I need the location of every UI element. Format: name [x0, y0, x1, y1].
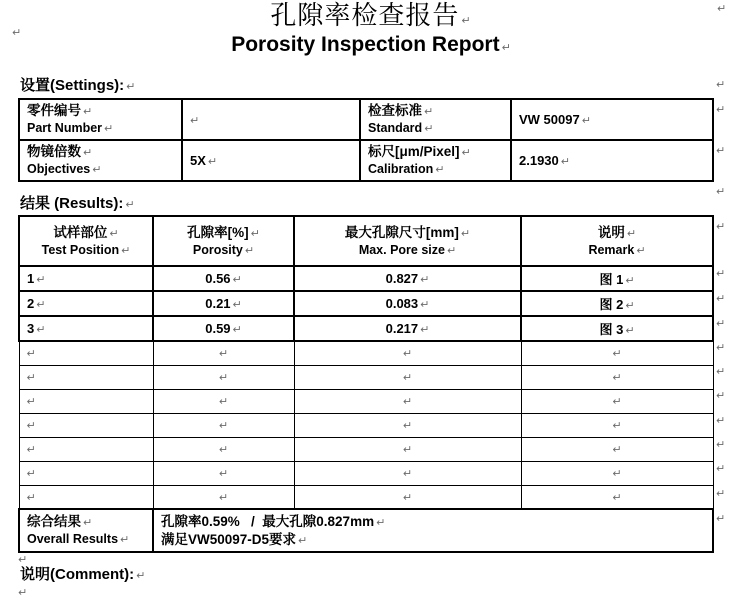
pilcrow-mark: ↵	[125, 198, 135, 211]
objectives-value-cell[interactable]	[182, 140, 360, 181]
pilcrow-mark: ↵	[120, 533, 130, 546]
empty-result-row	[19, 341, 713, 365]
empty-cell[interactable]	[19, 437, 153, 461]
pilcrow-mark: ↵	[250, 226, 260, 240]
empty-result-row	[19, 437, 713, 461]
pilcrow-mark: ↵	[126, 80, 136, 93]
objectives-value[interactable]: 5X ↵	[190, 153, 218, 168]
pilcrow-mark: ↵	[716, 317, 726, 330]
empty-cell[interactable]	[294, 461, 521, 485]
pilcrow-mark: ↵	[402, 395, 413, 408]
calibration-label-cell	[360, 140, 511, 181]
empty-cell[interactable]	[19, 341, 153, 365]
empty-cell[interactable]	[19, 485, 153, 509]
pilcrow-mark: ↵	[612, 395, 622, 408]
empty-cell[interactable]	[294, 365, 521, 389]
pilcrow-mark: ↵	[92, 163, 102, 176]
empty-cell[interactable]	[294, 413, 521, 437]
pilcrow-mark: ↵	[460, 226, 471, 240]
overall-results-value-cell[interactable]	[153, 509, 713, 552]
empty-cell[interactable]	[19, 389, 153, 413]
empty-result-row	[19, 461, 713, 485]
overall-results-row	[19, 509, 713, 552]
pilcrow-mark: ↵	[717, 2, 727, 15]
max-pore-value[interactable]: 0.827 ↵	[294, 266, 521, 291]
pilcrow-mark: ↵	[26, 443, 36, 456]
max-pore-value[interactable]: 0.083 ↵	[294, 291, 521, 316]
pilcrow-mark: ↵	[207, 155, 218, 168]
pilcrow-mark: ↵	[716, 487, 726, 500]
report-title-en-text: Porosity Inspection Report	[231, 33, 500, 56]
pilcrow-mark: ↵	[716, 438, 726, 451]
remark-value[interactable]: 图 3 ↵	[521, 316, 713, 341]
empty-cell[interactable]	[521, 413, 713, 437]
empty-cell[interactable]	[19, 365, 153, 389]
pilcrow-mark: ↵	[612, 443, 622, 456]
comment-heading-text: 说明(Comment):	[20, 566, 135, 583]
pilcrow-mark: ↵	[376, 515, 386, 529]
pilcrow-mark: ↵	[716, 414, 726, 427]
pilcrow-mark: ↵	[716, 292, 726, 305]
pilcrow-mark: ↵	[420, 273, 430, 286]
empty-cell[interactable]	[521, 341, 713, 365]
pilcrow-mark: ↵	[26, 467, 36, 480]
settings-heading-text: 设置(Settings):	[20, 77, 125, 94]
empty-cell[interactable]	[153, 389, 294, 413]
empty-cell[interactable]	[153, 365, 294, 389]
header-remark: 说明 ↵ Remark ↵	[521, 216, 713, 266]
empty-cell[interactable]	[294, 485, 521, 509]
report-title-cn-text: 孔隙率检查报告	[270, 1, 460, 31]
pilcrow-mark: ↵	[716, 341, 726, 354]
empty-cell[interactable]	[153, 461, 294, 485]
empty-cell[interactable]	[294, 389, 521, 413]
standard-label-en: Standard ↵	[368, 121, 434, 135]
max-pore-value[interactable]: 0.217 ↵	[294, 316, 521, 341]
empty-cell[interactable]	[153, 485, 294, 509]
pilcrow-mark: ↵	[420, 298, 430, 311]
pilcrow-mark: ↵	[625, 274, 635, 287]
pilcrow-mark: ↵	[83, 105, 93, 118]
part-number-value-cell[interactable]	[182, 99, 360, 140]
pilcrow-mark: ↵	[612, 467, 622, 480]
pilcrow-mark: ↵	[26, 347, 36, 361]
calibration-value-cell[interactable]	[511, 140, 713, 181]
pilcrow-mark: ↵	[716, 78, 726, 91]
pilcrow-mark: ↵	[232, 298, 242, 311]
empty-cell[interactable]	[521, 485, 713, 509]
pilcrow-mark: ↵	[36, 323, 46, 336]
pilcrow-mark: ↵	[298, 533, 308, 547]
overall-results-label-cell	[19, 509, 153, 552]
empty-result-row	[19, 413, 713, 437]
pilcrow-mark: ↵	[560, 155, 570, 168]
pilcrow-mark: ↵	[636, 243, 646, 257]
pilcrow-mark: ↵	[402, 467, 413, 480]
pilcrow-mark: ↵	[109, 226, 119, 240]
empty-cell[interactable]	[153, 437, 294, 461]
pilcrow-mark: ↵	[26, 371, 36, 384]
empty-cell[interactable]	[19, 413, 153, 437]
pilcrow-mark: ↵	[36, 298, 46, 311]
pilcrow-mark: ↵	[461, 146, 471, 159]
pilcrow-mark: ↵	[716, 185, 726, 198]
test-position-value[interactable]: 3 ↵	[19, 316, 153, 341]
settings-row-1	[19, 99, 713, 140]
porosity-value[interactable]: 0.56 ↵	[153, 266, 294, 291]
pilcrow-mark: ↵	[218, 490, 229, 504]
pilcrow-mark: ↵	[716, 462, 726, 475]
pilcrow-mark: ↵	[716, 389, 726, 402]
results-header-row	[19, 216, 713, 266]
pilcrow-mark: ↵	[501, 41, 511, 54]
porosity-value[interactable]: 0.59 ↵	[153, 316, 294, 341]
pilcrow-mark: ↵	[716, 144, 726, 157]
empty-cell[interactable]	[153, 413, 294, 437]
settings-heading	[20, 77, 135, 96]
pilcrow-mark: ↵	[424, 122, 434, 135]
pilcrow-mark: ↵	[232, 273, 242, 286]
overall-results-line1: 孔隙率0.59% / 最大孔隙0.827mm ↵	[161, 513, 386, 529]
pilcrow-mark: ↵	[136, 569, 146, 582]
empty-cell[interactable]	[521, 461, 713, 485]
objectives-label-en: Objectives ↵	[27, 162, 102, 176]
overall-results-label-en: Overall Results ↵	[27, 532, 130, 546]
pilcrow-mark: ↵	[218, 467, 229, 480]
results-table	[18, 215, 714, 553]
pilcrow-mark: ↵	[402, 347, 413, 361]
result-row-2	[19, 291, 713, 316]
pilcrow-mark: ↵	[420, 323, 430, 336]
pilcrow-mark: ↵	[446, 243, 457, 257]
pilcrow-mark: ↵	[36, 273, 46, 286]
pilcrow-mark: ↵	[26, 490, 36, 504]
pilcrow-mark: ↵	[218, 347, 229, 361]
pilcrow-mark: ↵	[581, 114, 591, 127]
overall-results-line2: 满足VW50097-D5要求 ↵	[161, 531, 308, 547]
pilcrow-mark: ↵	[716, 365, 726, 378]
calibration-label-cn: 标尺[μm/Pixel] ↵	[368, 144, 471, 159]
pilcrow-mark: ↵	[83, 516, 93, 529]
settings-table	[18, 98, 714, 182]
report-title-en	[0, 32, 742, 60]
pilcrow-mark: ↵	[612, 371, 622, 384]
pilcrow-mark: ↵	[612, 490, 622, 504]
pilcrow-mark: ↵	[716, 267, 726, 280]
empty-cell[interactable]	[521, 365, 713, 389]
empty-cell[interactable]	[19, 461, 153, 485]
pilcrow-mark: ↵	[435, 163, 445, 176]
pilcrow-mark: ↵	[424, 105, 434, 118]
objectives-label-cn: 物镜倍数 ↵	[27, 144, 93, 159]
pilcrow-mark: ↵	[104, 122, 114, 135]
result-row-3	[19, 316, 713, 341]
part-number-label-en: Part Number ↵	[27, 121, 114, 135]
remark-value[interactable]: 图 1 ↵	[521, 266, 713, 291]
pilcrow-mark: ↵	[18, 586, 28, 599]
pilcrow-mark: ↵	[121, 243, 131, 257]
result-row-1	[19, 266, 713, 291]
pilcrow-mark: ↵	[612, 347, 622, 361]
pilcrow-mark: ↵	[232, 323, 242, 336]
standard-value[interactable]: VW 50097 ↵	[519, 112, 591, 127]
pilcrow-mark: ↵	[402, 490, 413, 504]
results-heading-text: 结果 (Results):	[20, 195, 124, 212]
pilcrow-mark: ↵	[716, 103, 726, 116]
standard-label-cell	[360, 99, 511, 140]
empty-result-row	[19, 485, 713, 509]
results-heading	[20, 195, 135, 214]
part-number-label-cell	[19, 99, 182, 140]
pilcrow-mark: ↵	[402, 371, 413, 384]
empty-cell[interactable]	[294, 437, 521, 461]
remark-value[interactable]: 图 2 ↵	[521, 291, 713, 316]
empty-result-row	[19, 389, 713, 413]
header-max-pore-size: 最大孔隙尺寸[mm] ↵ Max. Pore size ↵	[294, 216, 521, 266]
header-porosity: 孔隙率[%] ↵ Porosity ↵	[153, 216, 294, 266]
header-test-position: 试样部位 ↵ Test Position ↵	[19, 216, 153, 266]
pilcrow-mark: ↵	[218, 443, 229, 456]
overall-results-label-cn: 综合结果 ↵	[27, 514, 93, 529]
pilcrow-mark: ↵	[218, 419, 229, 432]
report-title-cn	[0, 1, 742, 36]
pilcrow-mark: ↵	[625, 324, 635, 337]
pilcrow-mark: ↵	[26, 419, 36, 432]
pilcrow-mark: ↵	[18, 553, 28, 566]
empty-cell[interactable]	[153, 341, 294, 365]
part-number-label-cn: 零件编号 ↵	[27, 103, 93, 118]
pilcrow-mark: ↵	[461, 14, 472, 27]
pilcrow-mark: ↵	[218, 371, 229, 384]
empty-cell[interactable]	[521, 437, 713, 461]
pilcrow-mark: ↵	[402, 443, 413, 456]
empty-result-row	[19, 365, 713, 389]
comment-heading	[20, 566, 145, 585]
pilcrow-mark: ↵	[218, 395, 229, 408]
porosity-value[interactable]: 0.21 ↵	[153, 291, 294, 316]
part-number-value[interactable]	[190, 112, 352, 127]
objectives-label-cell	[19, 140, 182, 181]
pilcrow-mark: ↵	[612, 419, 622, 432]
pilcrow-mark: ↵	[716, 512, 726, 525]
empty-cell[interactable]	[521, 389, 713, 413]
pilcrow-mark: ↵	[83, 146, 93, 159]
test-position-value[interactable]: 1 ↵	[19, 266, 153, 291]
calibration-label-en: Calibration ↵	[368, 162, 445, 176]
standard-label-cn: 检查标准 ↵	[368, 103, 434, 118]
test-position-value[interactable]: 2 ↵	[19, 291, 153, 316]
pilcrow-mark: ↵	[244, 243, 255, 257]
calibration-value[interactable]: 2.1930 ↵	[519, 153, 570, 168]
pilcrow-mark: ↵	[716, 220, 726, 233]
pilcrow-mark: ↵	[12, 26, 22, 39]
pilcrow-mark: ↵	[625, 299, 635, 312]
settings-row-2	[19, 140, 713, 181]
pilcrow-mark: ↵	[626, 226, 637, 240]
pilcrow-mark: ↵	[402, 419, 413, 432]
standard-value-cell[interactable]	[511, 99, 713, 140]
pilcrow-mark: ↵	[190, 114, 200, 127]
pilcrow-mark: ↵	[26, 395, 36, 408]
empty-cell[interactable]	[294, 341, 521, 365]
